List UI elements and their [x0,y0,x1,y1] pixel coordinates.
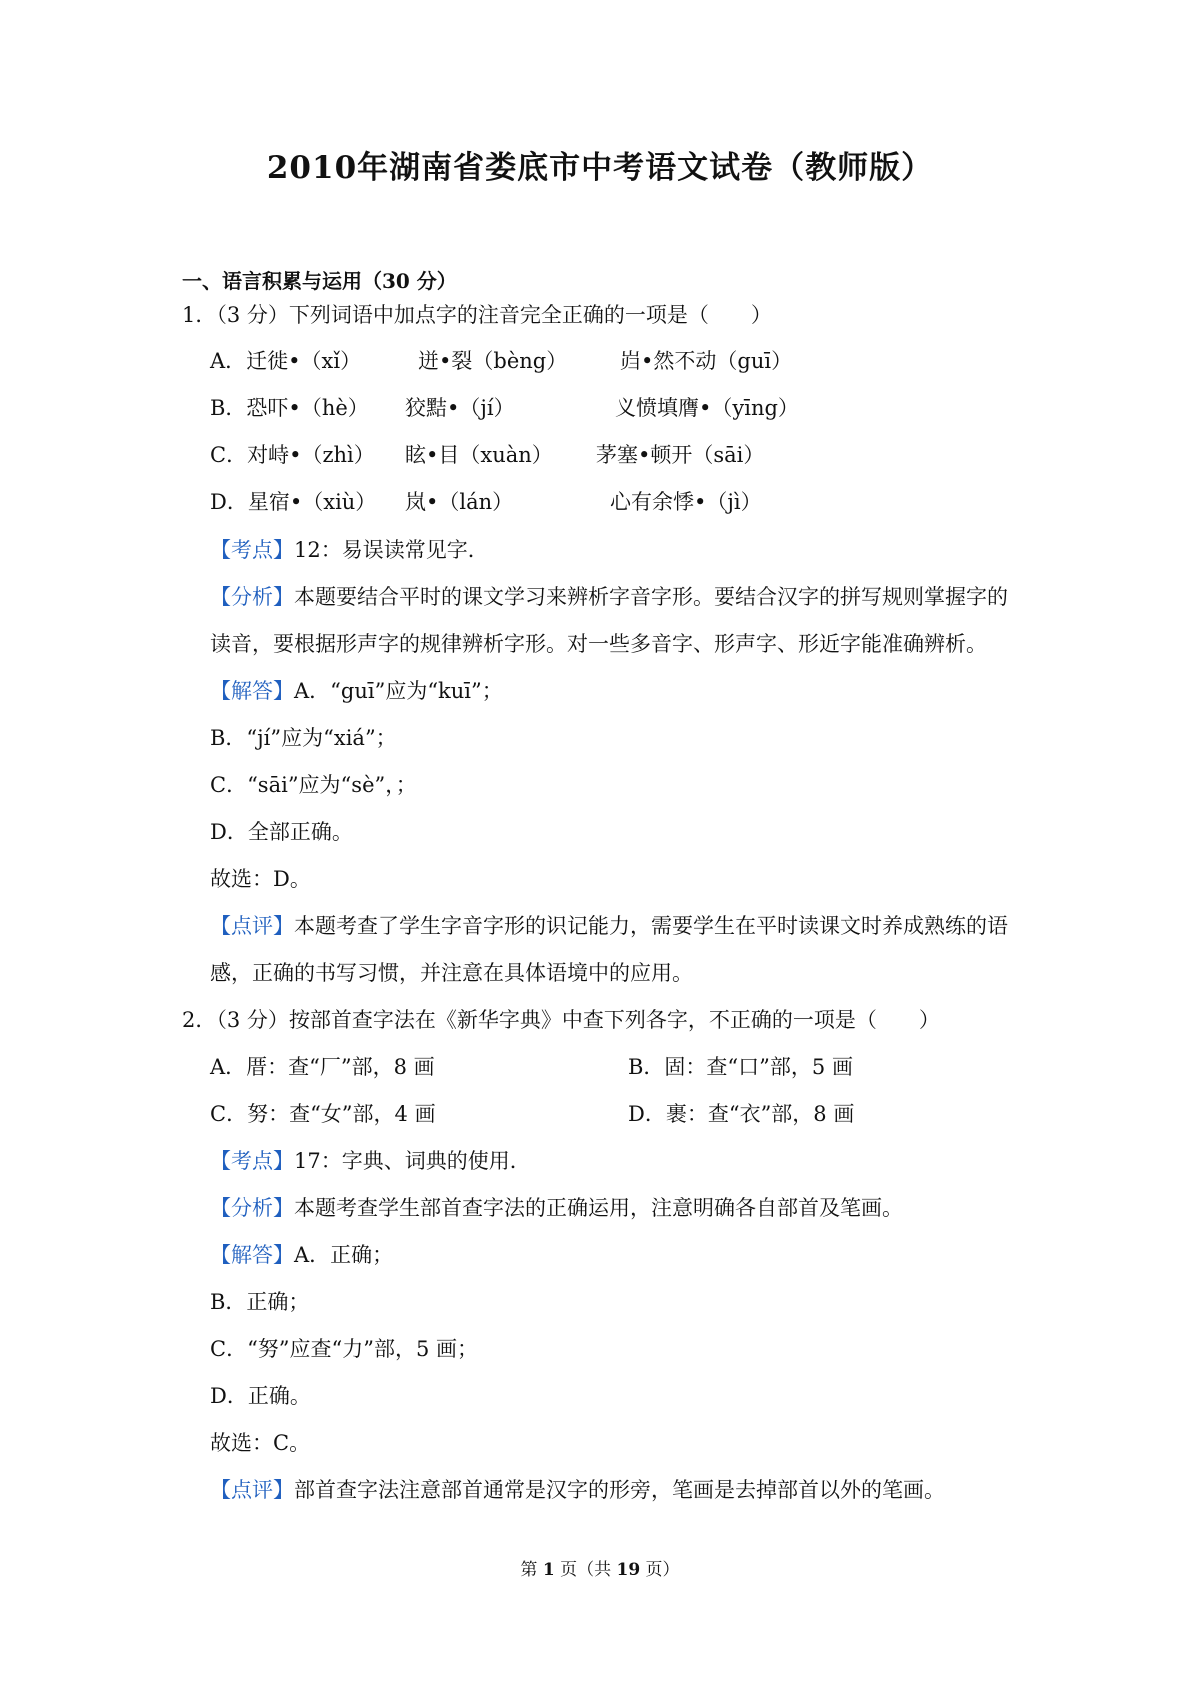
footer-middle: 页（共 [554,1560,617,1580]
dianping-tag: 【点评】 [210,914,294,938]
page-footer [0,1555,1200,1580]
q1-kaodian [210,535,489,565]
jieda-tag: 【解答】 [210,679,294,703]
dianping-tag: 【点评】 [210,1478,294,1502]
footer-page-number: 1 [542,1560,555,1580]
q1-dianping [210,911,1008,941]
dianping-text: 部首查字法注意部首通常是汉字的形旁，笔画是去掉部首以外的笔画。 [294,1478,945,1502]
section-heading: 一、语言积累与运用（30 分） [182,269,457,293]
q1-option-c2: 眩•目（xuàn） [405,443,553,467]
q1-jieda-c: C．“sāi”应为“sè”，； [210,773,417,797]
q1-option-d3: 心有余悸•（jì） [610,490,762,514]
dianping-text: 本题考查了学生字音字形的识记能力，需要学生在平时读课文时养成熟练的语 [294,914,1008,938]
q2-answer: 故选：C。 [210,1431,311,1455]
q1-option-c3: 茅塞•顿开（sāi） [596,443,765,467]
q1-jieda-d: D．全部正确。 [210,820,353,844]
q1-option-a1: A．迁徙•（xǐ） [210,349,362,373]
q1-fenxi [210,582,1008,612]
fenxi-text: 本题要结合平时的课文学习来辨析字音字形。要结合汉字的拼写规则掌握字的 [294,585,1008,609]
footer-suffix: 页） [640,1560,680,1580]
kaodian-text: 12：易误读常见字． [294,538,489,562]
q2-option-a: A．厝：查“厂”部，8 画 [210,1055,435,1079]
fenxi-tag: 【分析】 [210,1196,294,1220]
q1-dianping-cont: 感，正确的书写习惯，并注意在具体语境中的应用。 [210,961,693,985]
q1-option-d1: D．星宿•（xiù） [210,490,377,514]
page-title: 2010年湖南省娄底市中考语文试卷（教师版） [266,150,934,186]
q1-option-c1: C．对峙•（zhì） [210,443,375,467]
q1-option-d2: 岚•（lán） [405,490,514,514]
q1-answer: 故选：D。 [210,867,311,891]
q2-kaodian [210,1146,531,1176]
fenxi-text: 本题考查学生部首查字法的正确运用，注意明确各自部首及笔画。 [294,1196,903,1220]
question-2-stem: 2．（3 分）按部首查字法在《新华字典》中查下列各字，不正确的一项是（ ） [182,1008,940,1032]
q1-fenxi-cont: 读音，要根据形声字的规律辨析字形。对一些多音字、形声字、形近字能准确辨析。 [210,632,987,656]
kaodian-tag: 【考点】 [210,1149,294,1173]
jieda-text: A．“guī”应为“kuī”； [294,679,503,703]
q2-fenxi [210,1193,903,1223]
q2-jieda-d: D．正确。 [210,1384,311,1408]
q1-option-b2: 狡黠•（jí） [405,396,515,420]
fenxi-tag: 【分析】 [210,585,294,609]
question-1-stem: 1．（3 分）下列词语中加点字的注音完全正确的一项是（ ） [182,303,772,327]
footer-prefix: 第 [520,1560,543,1580]
q1-option-b1: B．恐吓•（hè） [210,396,369,420]
q2-jieda [210,1240,393,1270]
q2-jieda-c: C．“努”应查“力”部，5 画； [210,1337,479,1361]
q1-option-a2: 迸•裂（bèng） [418,349,568,373]
kaodian-text: 17：字典、词典的使用． [294,1149,531,1173]
kaodian-tag: 【考点】 [210,538,294,562]
q1-jieda [210,676,503,706]
footer-total-pages: 19 [616,1560,641,1580]
q2-dianping [210,1475,945,1505]
q2-option-b: B．固：查“口”部，5 画 [628,1055,853,1079]
q2-option-d: D．裹：查“衣”部，8 画 [628,1102,855,1126]
jieda-tag: 【解答】 [210,1243,294,1267]
q1-jieda-b: B．“jí”应为“xiá”； [210,726,397,750]
q1-option-a3: 岿•然不动（guī） [620,349,793,373]
q2-jieda-b: B．正确； [210,1290,310,1314]
jieda-text: A．正确； [294,1243,394,1267]
q1-option-b3: 义愤填膺•（yīng） [615,396,799,420]
q2-option-c: C．努：查“女”部，4 画 [210,1102,436,1126]
